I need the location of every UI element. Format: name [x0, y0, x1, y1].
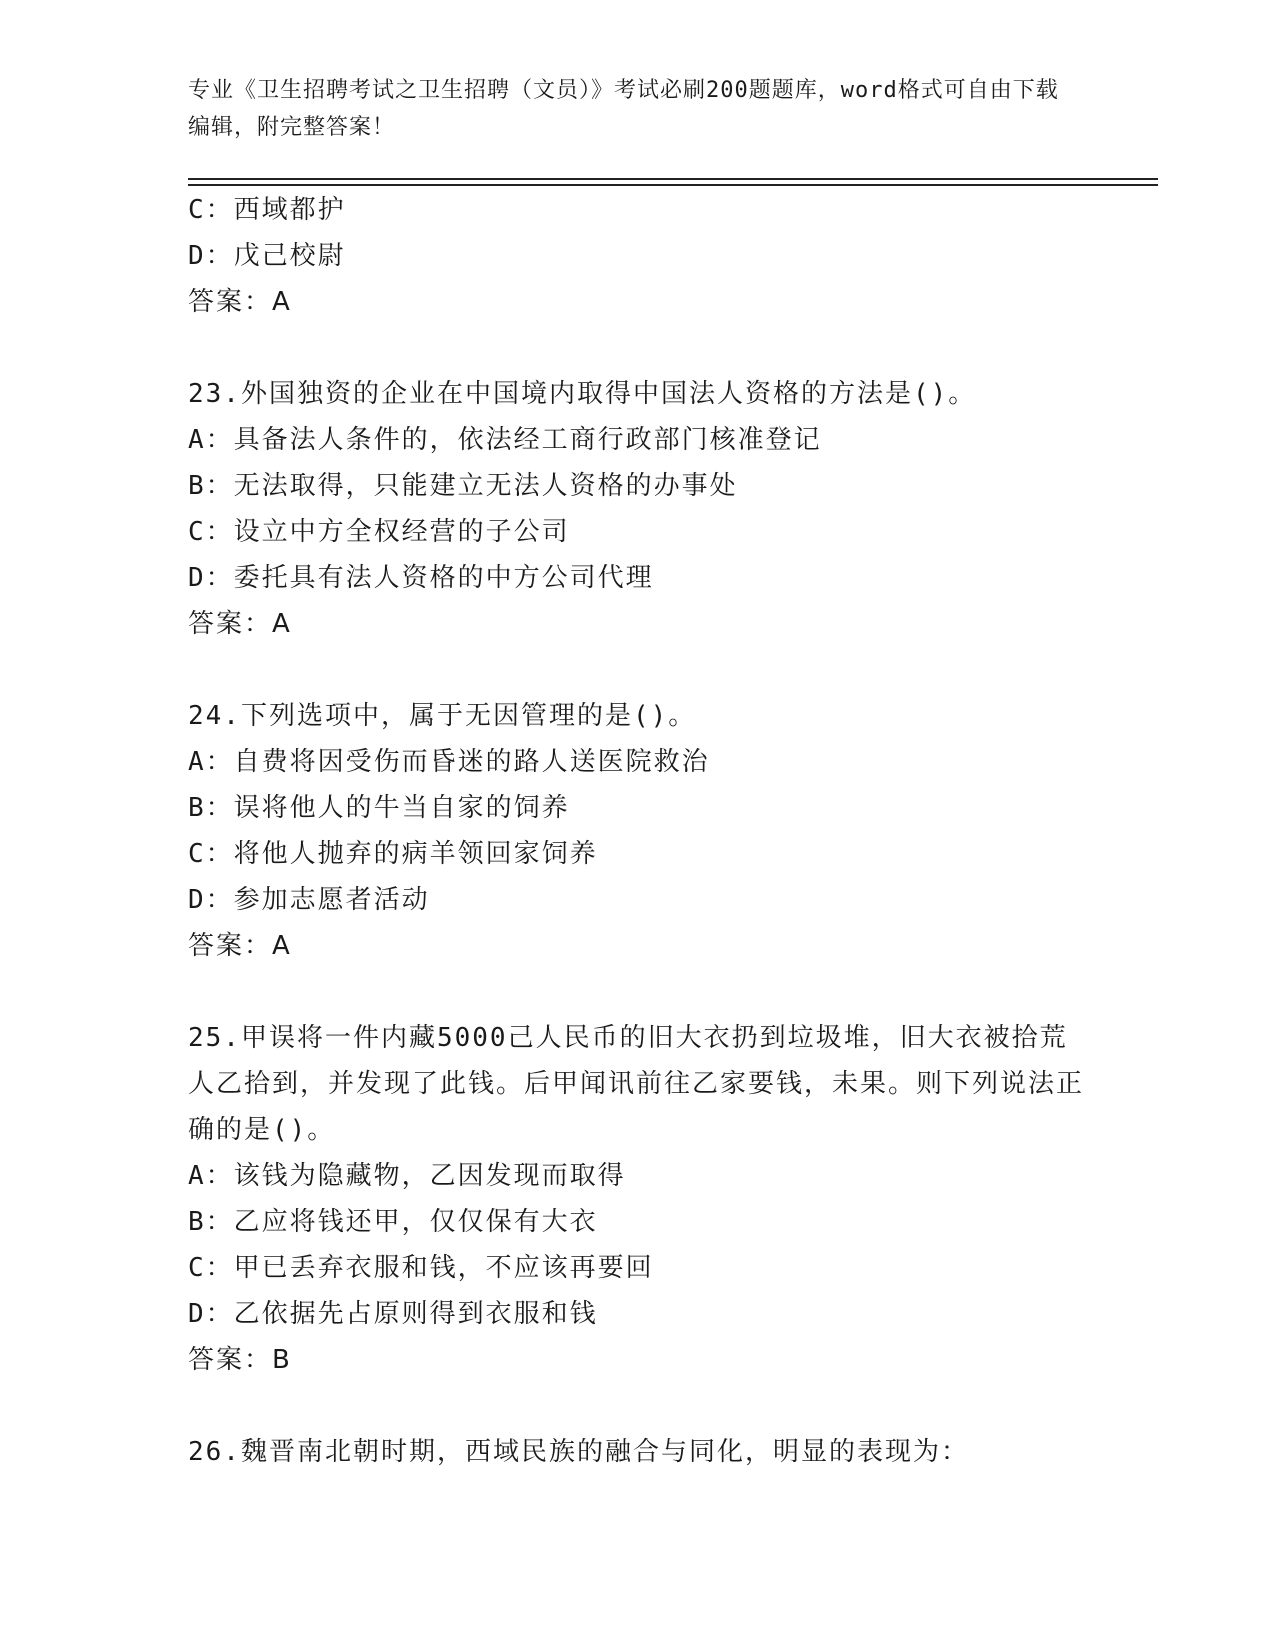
- answer-line: 答案：A: [188, 609, 292, 639]
- answer-line: 答案：A: [188, 287, 292, 317]
- option-a: A：自费将因受伤而昏迷的路人送医院救治: [188, 747, 710, 777]
- option-b: B：乙应将钱还甲，仅仅保有大衣: [188, 1207, 598, 1237]
- question-block: [188, 1015, 1088, 1383]
- header-text: 专业《卫生招聘考试之卫生招聘（文员）》考试必刷200题题库，word格式可自由下载编辑，附完整答案！: [188, 78, 1059, 140]
- option-b: B：无法取得，只能建立无法人资格的办事处: [188, 471, 738, 501]
- question-block: [188, 1429, 1088, 1475]
- question-block: [188, 371, 1088, 647]
- header-divider-top: [188, 178, 1158, 180]
- spacer: [188, 325, 1088, 371]
- option-c: C：西域都护: [188, 195, 346, 225]
- question-stem: 25.甲误将一件内藏5000己人民币的旧大衣扔到垃圾堆，旧大衣被拾荒人乙拾到，并发现了此钱。后甲闻讯前往乙家要钱，未果。则下列说法正确的是()。: [188, 1023, 1085, 1145]
- document-header: [188, 72, 1068, 146]
- option-a: A：具备法人条件的，依法经工商行政部门核准登记: [188, 425, 822, 455]
- option-b: B：误将他人的牛当自家的饲养: [188, 793, 570, 823]
- option-c: C：设立中方全权经营的子公司: [188, 517, 570, 547]
- spacer: [188, 969, 1088, 1015]
- header-divider-bottom: [188, 184, 1158, 186]
- question-stem: 24.下列选项中，属于无因管理的是()。: [188, 701, 697, 731]
- option-d: D：戊己校尉: [188, 241, 346, 271]
- spacer: [188, 1383, 1088, 1429]
- question-stem: 23.外国独资的企业在中国境内取得中国法人资格的方法是()。: [188, 379, 977, 409]
- option-d: D：参加志愿者活动: [188, 885, 430, 915]
- option-c: C：将他人抛弃的病羊领回家饲养: [188, 839, 598, 869]
- option-d: D：委托具有法人资格的中方公司代理: [188, 563, 654, 593]
- document-body: [188, 187, 1088, 1475]
- spacer: [188, 647, 1088, 693]
- question-stem: 26.魏晋南北朝时期，西域民族的融合与同化，明显的表现为：: [188, 1437, 969, 1467]
- option-a: A：该钱为隐藏物，乙因发现而取得: [188, 1161, 626, 1191]
- answer-line: 答案：A: [188, 931, 292, 961]
- option-d: D：乙依据先占原则得到衣服和钱: [188, 1299, 598, 1329]
- option-c: C：甲已丢弃衣服和钱，不应该再要回: [188, 1253, 654, 1283]
- answer-line: 答案：B: [188, 1345, 292, 1375]
- question-block: [188, 693, 1088, 969]
